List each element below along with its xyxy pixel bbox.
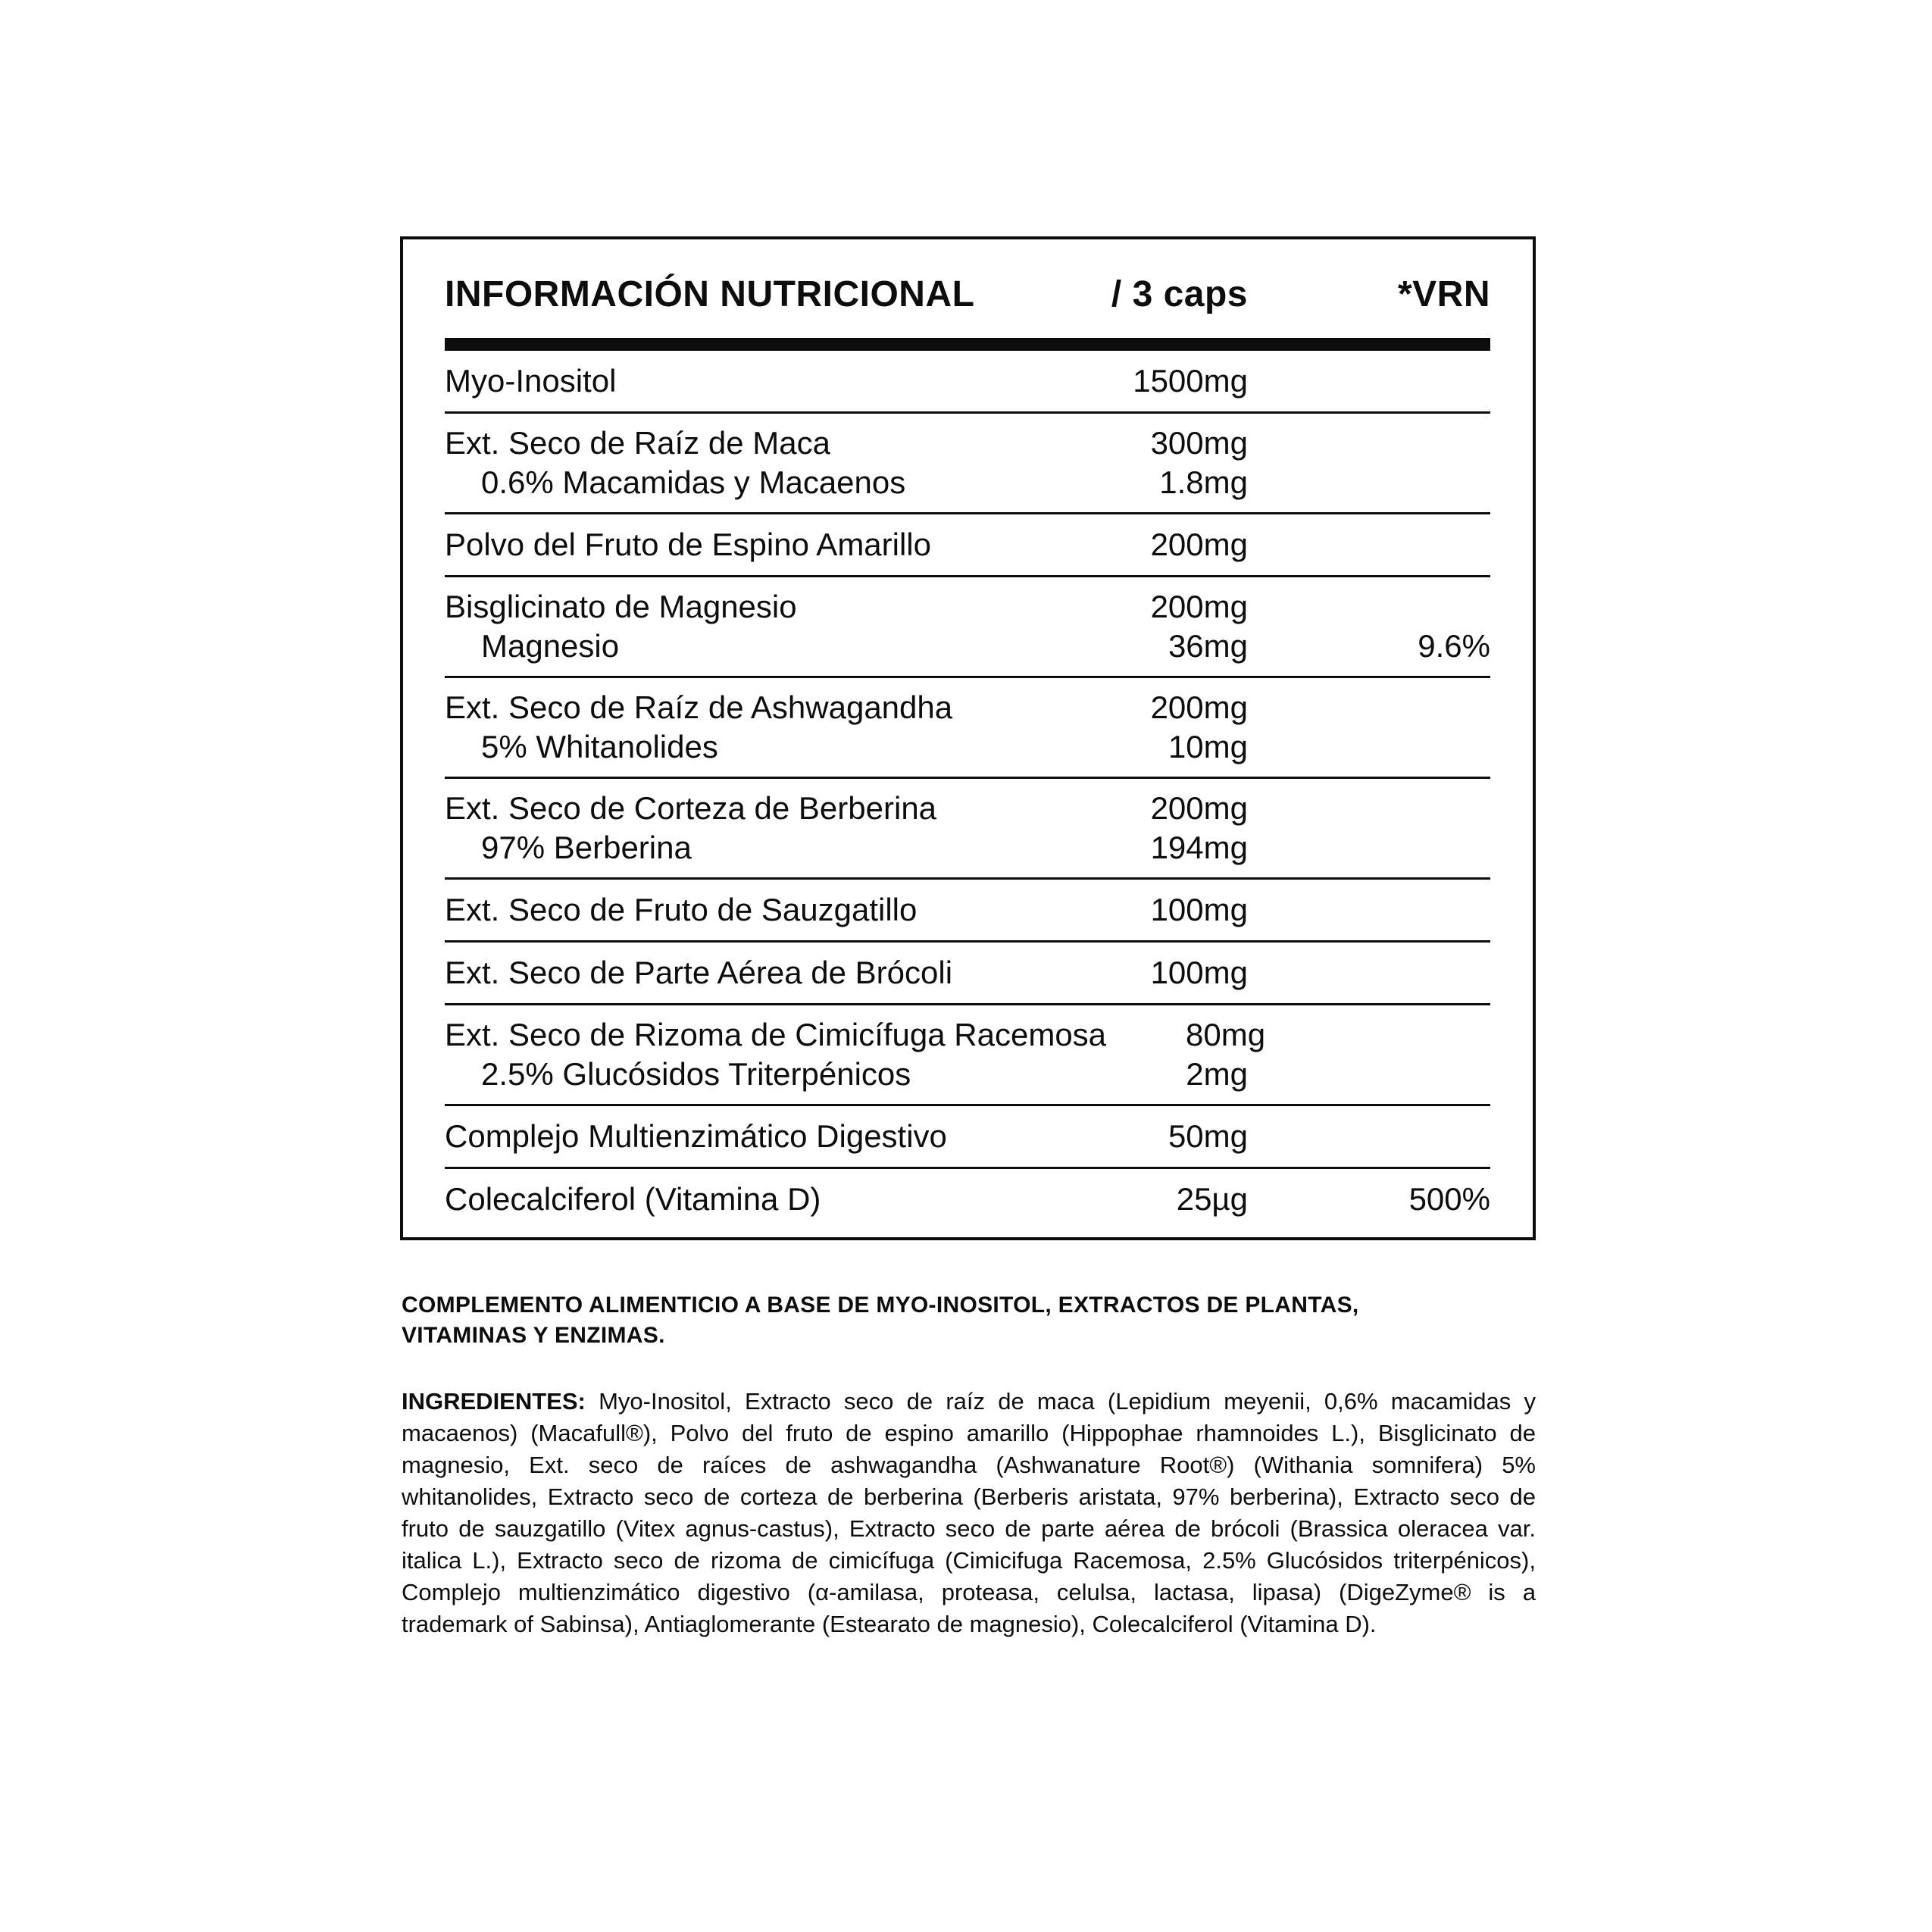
- nutrient-line: [445, 1180, 1490, 1219]
- table-row: [445, 678, 1490, 779]
- table-row: [445, 779, 1490, 880]
- nutrient-name: Ext. Seco de Fruto de Sauzgatillo: [445, 892, 918, 927]
- nutrient-amount: 1.8mg: [1159, 464, 1248, 500]
- ingredients-label: INGREDIENTES:: [402, 1388, 586, 1415]
- nutrient-line: [445, 953, 1490, 993]
- nutrient-name: 97% Berberina: [481, 830, 692, 865]
- panel-title: INFORMACIÓN NUTRICIONAL: [445, 274, 975, 314]
- nutrient-amount: 10mg: [1168, 729, 1248, 764]
- table-row: [445, 1106, 1490, 1169]
- nutrient-name: Myo-Inositol: [445, 363, 617, 399]
- nutrition-table-header: [445, 239, 1490, 315]
- nutrient-name: Polvo del Fruto de Espino Amarillo: [445, 527, 931, 562]
- nutrient-line: [445, 890, 1490, 930]
- table-row: [445, 577, 1490, 678]
- nutrient-amount: 200mg: [1150, 527, 1248, 562]
- table-row: [445, 414, 1490, 514]
- nutrient-line: [445, 1015, 1490, 1055]
- nutrient-name: 5% Whitanolides: [481, 729, 718, 764]
- table-row: [445, 1169, 1490, 1230]
- nutrient-name: Colecalciferol (Vitamina D): [445, 1181, 821, 1217]
- nutrient-amount: 36mg: [1168, 628, 1248, 664]
- table-row: [445, 1005, 1490, 1106]
- ingredients-paragraph: [402, 1386, 1536, 1640]
- table-row: [445, 943, 1490, 1005]
- nutrient-name: Ext. Seco de Rizoma de Cimicífuga Racemosa: [445, 1017, 1107, 1052]
- nutrient-line: [445, 688, 1490, 727]
- nutrient-name: Ext. Seco de Raíz de Maca: [445, 425, 830, 461]
- claim-line: VITAMINAS Y ENZIMAS.: [402, 1323, 665, 1348]
- nutrient-subline: [445, 463, 1490, 502]
- nutrient-amount: 300mg: [1150, 425, 1248, 461]
- nutrient-subline: [445, 627, 1490, 666]
- nutrient-amount: 194mg: [1150, 830, 1248, 865]
- nutrient-amount: 100mg: [1150, 892, 1248, 927]
- nutrition-rows: [445, 351, 1490, 1230]
- nutrient-name: Ext. Seco de Raíz de Ashwagandha: [445, 689, 953, 725]
- nutrient-amount: 2mg: [1186, 1056, 1248, 1092]
- nutrient-line: [445, 525, 1490, 564]
- nutrient-name: Complejo Multienzimático Digestivo: [445, 1118, 947, 1154]
- nutrient-name: Magnesio: [481, 628, 620, 664]
- nutrient-amount: 200mg: [1150, 689, 1248, 725]
- nutrient-amount: 1500mg: [1133, 363, 1248, 399]
- nutrient-amount: 50mg: [1168, 1118, 1248, 1154]
- nutrient-amount: 80mg: [1185, 1017, 1266, 1052]
- nutrient-vrn: 500%: [1408, 1181, 1490, 1217]
- ingredients-text: Myo-Inositol, Extracto seco de raíz de maca (Lepidium meyenii, 0,6% macamidas y macaenos) (Macafull®), Polvo del fruto de espino amarillo (Hippophae rhamnoides L.), Bisglicinato de magnesio, Ext. seco de raíces de ashwagandha (Ashwanature Root®) (Withania somnifera) 5% whitanolides, Extracto seco de corteza de berberina (Berberis aristata, 97% berberina), Extracto seco de fruto de sauzgatillo (Vitex agnus-castus), Extracto seco de parte aérea de brócoli (Brassica oleracea var. italica L.), Extracto seco de rizoma de cimicífuga (Cimicifuga Racemosa, 2.5% Glucósidos triterpénicos), Complejo multienzimático digestivo (α-amilasa, proteasa, celulsa, lactasa, lipasa) (DigeZyme® is a trademark of Sabinsa), Antiaglomerante (Estearato de magnesio), Colecalciferol (Vitamina D).: [402, 1388, 1536, 1637]
- nutrition-facts-panel: [400, 236, 1536, 1240]
- nutrient-amount: 100mg: [1150, 955, 1248, 990]
- header-separator-bar: [445, 338, 1490, 351]
- table-row: [445, 514, 1490, 577]
- nutrient-name: 0.6% Macamidas y Macaenos: [481, 464, 906, 500]
- claim-line: COMPLEMENTO ALIMENTICIO A BASE DE MYO-INOSITOL, EXTRACTOS DE PLANTAS,: [402, 1293, 1359, 1318]
- nutrient-line: [445, 789, 1490, 828]
- nutrient-name: 2.5% Glucósidos Triterpénicos: [481, 1056, 911, 1092]
- nutrient-subline: [445, 1055, 1490, 1094]
- nutrient-name: Ext. Seco de Corteza de Berberina: [445, 790, 937, 826]
- nutrient-name: Bisglicinato de Magnesio: [445, 589, 797, 624]
- serving-size-label: / 3 caps: [1111, 274, 1248, 314]
- nutrient-amount: 25µg: [1176, 1181, 1248, 1217]
- nutrient-line: [445, 587, 1490, 627]
- nutrient-name: Ext. Seco de Parte Aérea de Brócoli: [445, 955, 953, 990]
- table-row: [445, 351, 1490, 414]
- vrn-column-header: *VRN: [1397, 274, 1490, 314]
- nutrient-subline: [445, 727, 1490, 767]
- nutrient-amount: 200mg: [1150, 589, 1248, 624]
- nutrient-line: [445, 361, 1490, 401]
- nutrient-subline: [445, 828, 1490, 868]
- table-row: [445, 880, 1490, 943]
- nutrient-line: [445, 1117, 1490, 1156]
- label-footer: [402, 1290, 1536, 1640]
- nutrient-vrn: 9.6%: [1418, 628, 1490, 664]
- nutrient-amount: 200mg: [1150, 790, 1248, 826]
- product-claim: [402, 1290, 1536, 1351]
- nutrient-line: [445, 424, 1490, 463]
